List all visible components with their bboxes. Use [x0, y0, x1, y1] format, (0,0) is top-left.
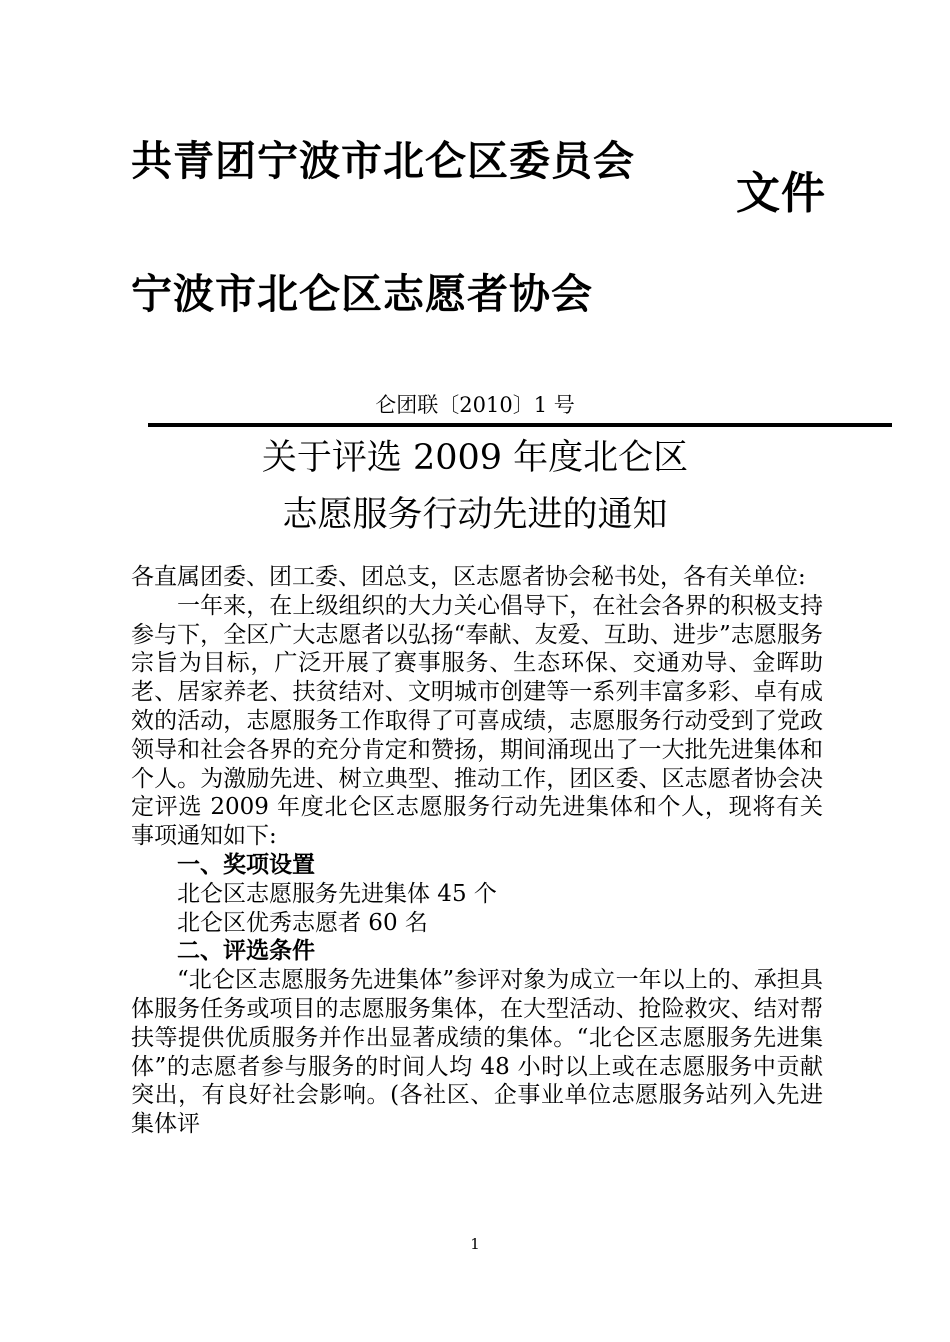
page-number: 1	[470, 1235, 480, 1253]
document-title-line-1: 关于评选 2009 年度北仑区	[261, 438, 689, 478]
body-paragraph-2: “北仑区志愿服务先进集体”参评对象为成立一年以上的、承担具体服务任务或项目的志愿服务集体，在大型活动、抢险救灾、结对帮扶等提供优质服务并作出显著成绩的集体。“北仑区志愿服务先进集体”的志愿者参与服务的时间人均 48 小时以上或在志愿服务中贡献突出，有良好社会影响。(各社区、企事业单位志愿服务站列入先进集体评	[131, 967, 823, 1138]
section-heading-awards: 一、奖项设置	[177, 851, 315, 878]
document-number: 仑团联〔2010〕1 号	[375, 393, 575, 417]
document-title-line-2: 志愿服务行动先进的通知	[282, 495, 668, 535]
document-body	[131, 563, 823, 1139]
salutation: 各直属团委、团工委、团总支，区志愿者协会秘书处，各有关单位:	[131, 564, 806, 590]
issuer-line-1: 共青团宁波市北仑区委员会	[131, 137, 635, 185]
section-heading-criteria: 二、评选条件	[177, 938, 315, 965]
award-item-collectives: 北仑区志愿服务先进集体 45 个	[177, 880, 497, 907]
document-type-label: 文件	[736, 168, 826, 219]
body-paragraph-1: 一年来，在上级组织的大力关心倡导下，在社会各界的积极支持参与下，全区广大志愿者以弘扬“奉献、友爱、互助、进步”志愿服务宗旨为目标，广泛开展了赛事服务、生态环保、交通劝导、金晖助老、居家养老、扶贫结对、文明城市创建等一系列丰富多彩、卓有成效的活动，志愿服务工作取得了可喜成绩，志愿服务行动受到了党政领导和社会各界的充分肯定和赞扬，期间涌现出了一大批先进集体和个人。为激励先进、树立典型、推动工作，团区委、区志愿者协会决定评选 2009 年度北仑区志愿服务行动先进集体和个人，现将有关事项通知如下:	[131, 592, 823, 850]
issuer-line-2: 宁波市北仑区志愿者协会	[131, 270, 593, 318]
award-item-volunteers: 北仑区优秀志愿者 60 名	[177, 909, 428, 936]
header-divider	[148, 423, 892, 427]
